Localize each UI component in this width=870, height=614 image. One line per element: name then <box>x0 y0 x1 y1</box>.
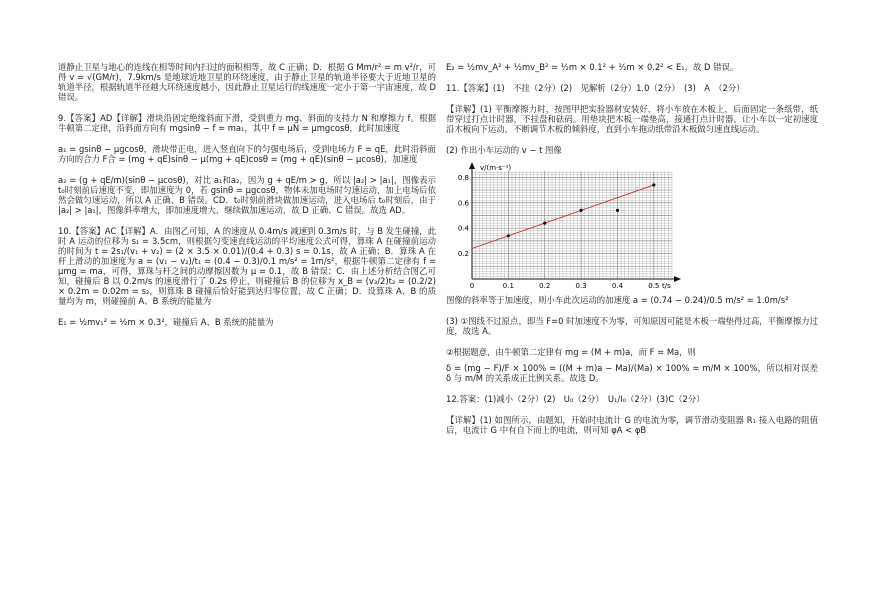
vt-graph <box>452 161 682 289</box>
graph-data-point <box>616 209 619 212</box>
graph-data-point <box>579 209 582 212</box>
graph-grid-major <box>472 171 672 279</box>
paragraph-q11-answer: 11.【答案】(1) 不挂（2分）(2) 见解析（2分）1.0（2分） (3) A （2分） <box>446 83 745 93</box>
graph-data-point <box>543 221 546 224</box>
paragraph-q11-relative-error: δ = (mg − F)/F × 100% = ((M + m)a − Ma)/(Ma) × 100% = m/M × 100%，所以相对误差 δ 与 m/M 的关系成正比例关系。故选 D。 <box>446 363 818 383</box>
paragraph-q12-answer: 12.答案：(1)减小（2分）(2) U₀（2分） U₁/I₀（2分）(3)C（2分） <box>446 394 705 404</box>
graph-y-tick-label: 0.6 <box>457 199 469 208</box>
graph-y-axis-arrow <box>469 162 475 169</box>
graph-x-tick-label: 0.3 <box>575 282 587 289</box>
graph-data-point <box>652 183 655 186</box>
graph-x-axis-arrow <box>674 276 681 282</box>
paragraph-q9-conclusion: a₂ = (g + qE/m)(sinθ − μcosθ)，对比 a₁和a₂，因为 g + qE/m > g，所以 |a₂| > |a₁|，图像表示 t₀时刻前后速度不变，即加速度为 0，若 gsinθ = μgcosθ，物体未加电场时匀速运动，加上电场后依然会做匀速运动，所以 A 正确、B 错误。CD．t₀时刻前滑块做加速运动，进入电场后 t₀时刻后，由于 |a₂| > |a₁|，图像斜率增大，即加速度增大，继续做加速运动，故 D 正确、C 错误。故选 AD。 <box>58 175 436 215</box>
graph-y-tick-label: 0.2 <box>457 250 469 259</box>
graph-grid-minor <box>472 171 672 279</box>
graph-x-tick-label: 0.5 <box>648 282 660 289</box>
right-column <box>446 62 818 446</box>
paragraph-q10-answer: 10.【答案】AC【详解】A．由图乙可知，A 的速度从 0.4m/s 减速到 0.3m/s 时，与 B 发生碰撞，此时 A 运动的位移为 s₁ = 3.5cm，则根据匀变速直线运动的平均速度公式可得，算珠 A 在碰撞前运动的时间为 t = 2s₁/(v₁ + v₂) = (2 × 3.5 × 0.01)/(0.4 + 0.3) s = 0.1s，故 A 正确；B．算珠 A 在杆上滑动的加速度为 a = (v₁ − v₂)/t₁ = (0.4 − 0.3)/0.1 m/s² = 1m/s²，根据牛顿第二定律有 f = μmg = ma，可得，算珠与杆之间的动摩擦因数为 μ = 0.1，故 B 错误；C．由上述分析结合图乙可知，碰撞后 B 以 0.2m/s 的速度滑行了 0.2s 停止，则碰撞后 B 的位移为 x_B = (v₃/2)t₂ = (0.2/2) × 0.2m = 0.02m = s₂，则算珠 B 碰撞后恰好能到达归零位置，故 C 正确；D．设算珠 A、B 的质量均为 m，则碰撞前 A、B 系统的能量为 <box>58 226 436 306</box>
paragraph-q11-part3-2: ②根据题意，由牛顿第二定律有 mg = (M + m)a，而 F = Ma，则 <box>446 347 696 357</box>
graph-x-tick-label: 0.2 <box>539 282 551 289</box>
graph-y-tick-label: 0.8 <box>457 173 469 182</box>
paragraph-q12-detail: 【详解】(1) 如图所示，由题知，开始时电流计 G 的电流为零，调节滑动变阻器 R₁ 接入电路的阻值后，电流计 G 中有自下而上的电流，则可知 φA < φB <box>446 415 818 435</box>
graph-data-point <box>507 234 510 237</box>
vt-graph-svg <box>452 161 682 289</box>
left-column <box>58 62 436 338</box>
graph-x-ticks <box>470 282 660 289</box>
paragraph-q11-graph-caption: (2) 作出小车运动的 v − t 图像 <box>446 145 562 155</box>
paragraph-q9-field: a₁ = gsinθ − μgcosθ，滑块带正电，进入竖直向下的匀强电场后，受到电场力 F = qE，此时沿斜面方向的合力 F合 = (mg + qE)sinθ − μ(mg + qE)cosθ = (mg + qE)(sinθ − μcosθ)，加速度 <box>58 144 436 164</box>
graph-y-label: v/(m·s⁻¹) <box>480 164 512 172</box>
paragraph-q10-energy-after: E₂ = ½mv_A² + ½mv_B² = ½m × 0.1² + ½m × 0.2² < E₁，故 D 错误。 <box>446 62 739 72</box>
paragraph-q11-detail: 【详解】(1) 平衡摩擦力时，按图甲把实验器材安装好，将小车放在木板上，后面固定一条纸带，纸带穿过打点计时器，不挂盘和砝码。用垫块把木板一端垫高，接通打点计时器，让小车以一定初速度沿木板向下运动，不断调节木板的倾斜度，直到小车拖动纸带沿木板做匀速直线运动。 <box>446 104 818 134</box>
paragraph-satellite-conclusion: 道静止卫星与地心的连线在相等时间内扫过的面积相等，故 C 正确；D．根据 G Mm/r² = m v²/r，可得 v = √(GM/r)，7.9km/s 是地球近地卫星的环绕速度，由于静止卫星的轨道半径要大于近地卫星的轨道半径，根据轨道半径越大环绕速度越小，因此静止卫星运行的线速度一定小于第一宇宙速度，故 D 错误。 <box>58 62 436 102</box>
paragraph-q11-part3-1: (3) ①图线不过原点，即当 F=0 时加速度不为零，可知原因可能是木板一端垫得过高，平衡摩擦力过度，故选 A。 <box>446 316 818 336</box>
graph-x-label: t/s <box>662 282 671 289</box>
graph-x-tick-label: 0.1 <box>502 282 514 289</box>
graph-y-tick-label: 0.4 <box>457 224 469 233</box>
graph-y-ticks <box>458 174 470 258</box>
graph-x-tick-label: 0.4 <box>611 282 624 289</box>
graph-x-tick-label: 0 <box>469 282 475 289</box>
paragraph-q10-energy: E₁ = ½mv₁² = ½m × 0.3²，碰撞后 A、B 系统的能量为 <box>58 317 274 327</box>
paragraph-q9-answer: 9.【答案】AD【详解】滑块沿固定绝缘斜面下滑，受到重力 mg、斜面的支持力 N 和摩擦力 f。根据牛顿第二定律，沿斜面方向有 mgsinθ − f = ma₁，其中 f = μN = μmgcosθ，此时加速度 <box>58 113 436 133</box>
paragraph-q11-acceleration: 图像的斜率等于加速度，则小车此次运动的加速度 a = (0.74 − 0.24)/0.5 m/s² = 1.0m/s² <box>446 295 789 305</box>
